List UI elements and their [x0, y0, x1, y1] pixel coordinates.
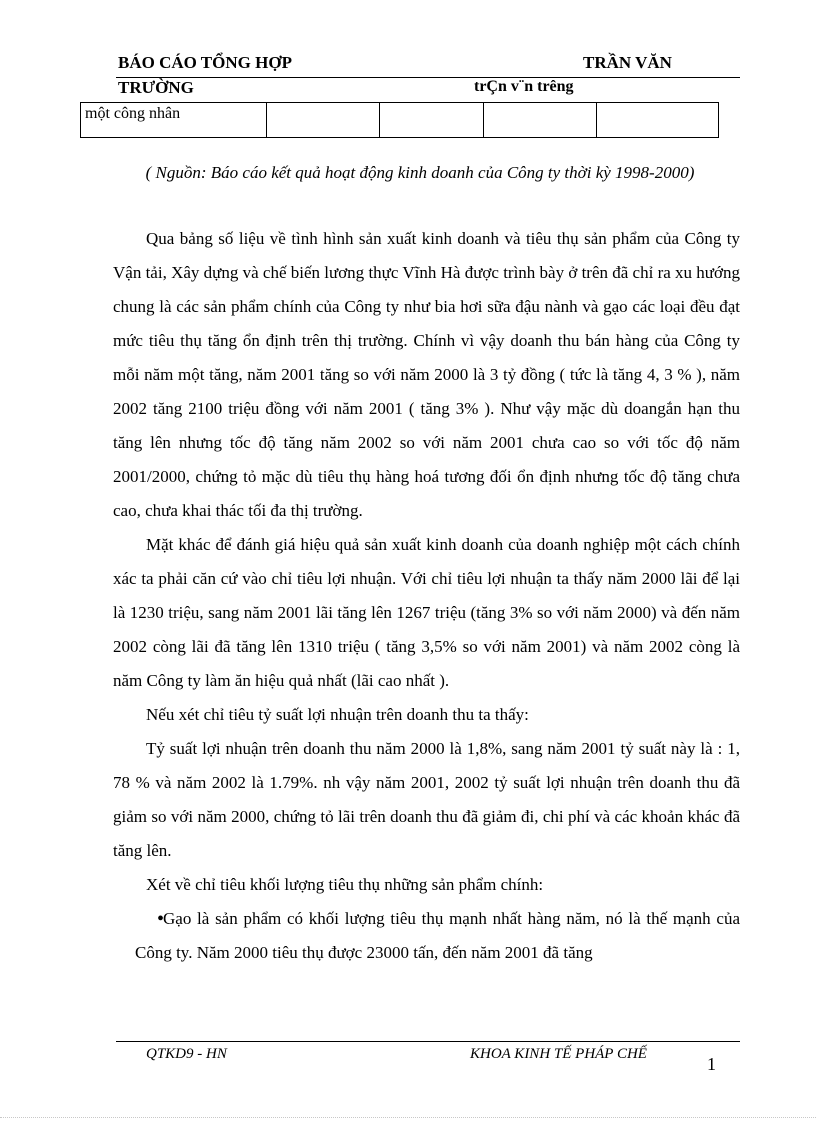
- page-bottom-border: [0, 1117, 816, 1118]
- table-row: [81, 103, 719, 138]
- table-cell: [484, 103, 597, 138]
- header-report-title: BÁO CÁO TỔNG HỢP: [118, 53, 292, 72]
- footer-divider: [116, 1041, 740, 1042]
- bullet-text: Gạo là sản phẩm có khối lượng tiêu thụ mạnh nhất hàng năm, nó là thế mạnh của Công ty. Năm 2000 tiêu thụ được 23000 tấn, đến năm 2001 đã tăng: [135, 909, 740, 962]
- header-garbled-author: trÇn v¨n trêng: [474, 78, 574, 95]
- page-number: 1: [707, 1054, 716, 1074]
- paragraph: Xét về chỉ tiêu khối lượng tiêu thụ những sản phẩm chính:: [146, 875, 544, 894]
- table-fragment: [80, 102, 719, 138]
- table-cell: một công nhân: [81, 103, 267, 138]
- footer-class-code: QTKD9 - HN: [146, 1046, 227, 1062]
- paragraph: Tỷ suất lợi nhuận trên doanh thu năm 2000 là 1,8%, sang năm 2001 tỷ suất này là : 1, 78 % và năm 2002 là 1.79%. nh vậy năm 2001, 2002 tỷ suất lợi nhuận trên doanh thu đã giảm so với năm 2000, chứng tỏ lãi trên doanh thu đã giảm đi, chi phí và các khoản khác đã tăng lên.: [113, 739, 740, 860]
- table-cell: [267, 103, 380, 138]
- body-text: [113, 222, 740, 970]
- bullet-item: [113, 902, 740, 970]
- paragraph: Qua bảng số liệu về tình hình sản xuất kinh doanh và tiêu thụ sản phẩm của Công ty Vận tải, Xây dựng và chế biến lương thực Vĩnh Hà được trình bày ở trên đã chỉ ra xu hướng chung là các sản phẩm chính của Công ty như bia hơi sữa đậu nành và gạo các loại đều đạt mức tiêu thụ tăng ổn định trên thị trường. Chính vì vậy doanh thu bán hàng của Công ty mỗi năm một tăng, năm 2001 tăng so với năm 2000 là 3 tỷ đồng ( tức là tăng 4, 3 % ), năm 2002 tăng 2100 triệu đồng với năm 2001 ( tăng 3% ). Như vậy mặc dù doangắn hạn thu tăng lên nhưng tốc độ tăng năm 2002 so với năm 2001 chưa cao so với tốc độ năm 2001/2000, chứng tỏ mặc dù tiêu thụ hàng hoá tương đối ổn định nhưng tốc độ tăng chưa cao, chưa khai thác tối đa thị trường.: [113, 229, 740, 520]
- table-cell: [380, 103, 484, 138]
- source-note: ( Nguồn: Báo cáo kết quả hoạt động kinh doanh của Công ty thời kỳ 1998-2000): [145, 163, 695, 182]
- footer-faculty: KHOA KINH TẾ PHÁP CHẾ: [470, 1046, 647, 1062]
- header-author-continued: TRƯỜNG: [118, 78, 194, 97]
- table-cell: [597, 103, 719, 138]
- paragraph: Mặt khác để đánh giá hiệu quả sản xuất kinh doanh của doanh nghiệp một cách chính xác ta phải căn cứ vào chỉ tiêu lợi nhuận. Với chỉ tiêu lợi nhuận ta thấy năm 2000 lãi để lại là 1230 triệu, sang năm 2001 lãi tăng lên 1267 triệu (tăng 3% so với năm 2000) và đến năm 2002 còng lãi đã tăng lên 1310 triệu ( tăng 3,5% so với năm 2001) và năm 2002 còng là năm Công ty làm ăn hiệu quả nhất (lãi cao nhất ).: [113, 535, 740, 690]
- paragraph: Nếu xét chỉ tiêu tỷ suất lợi nhuận trên doanh thu ta thấy:: [146, 705, 529, 724]
- bullet-icon: •: [157, 908, 165, 930]
- header-author-name: TRẦN VĂN: [583, 53, 672, 72]
- header-divider: [116, 77, 740, 78]
